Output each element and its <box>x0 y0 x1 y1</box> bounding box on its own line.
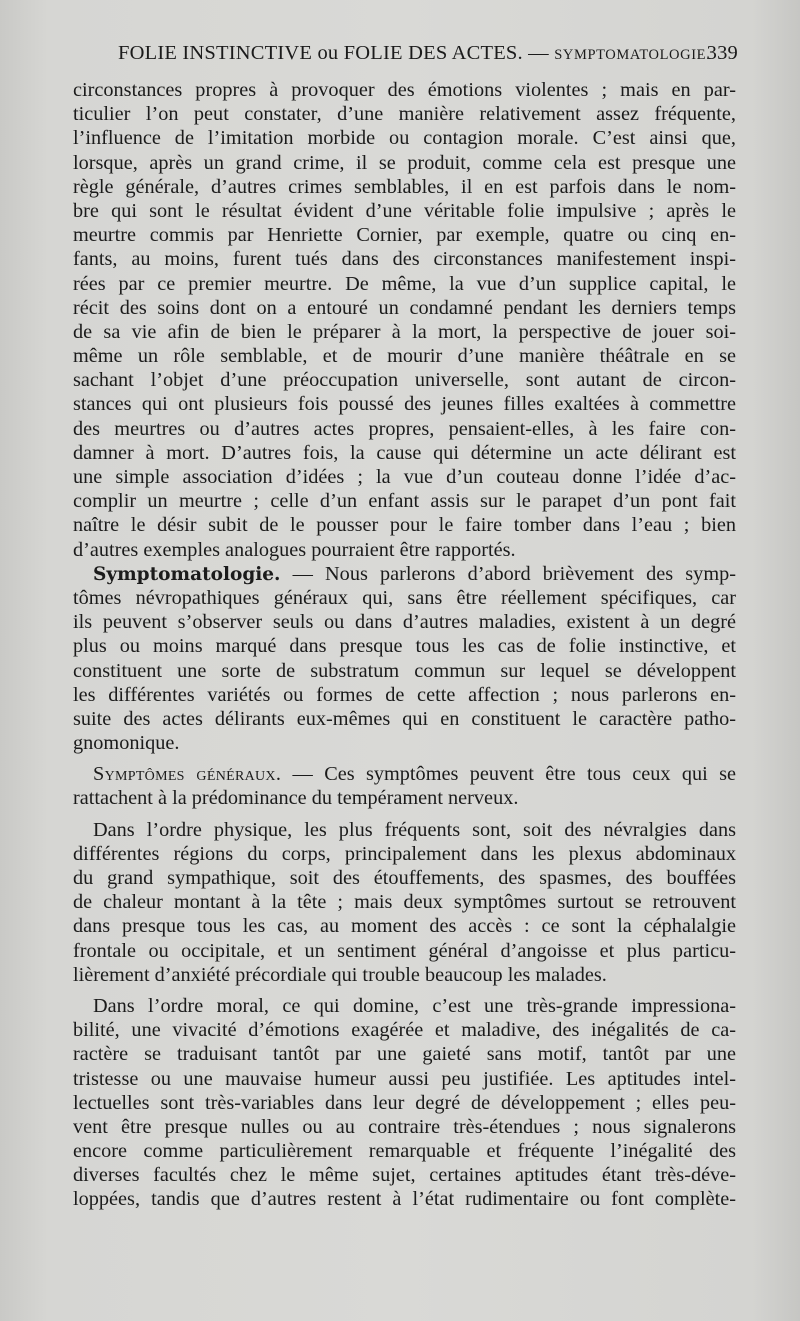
text-line <box>73 562 736 586</box>
text-line: lectuelles sont très-variables dans leur degré de développement ; elles peu- <box>73 1091 736 1114</box>
text-line: diverses facultés chez le même sujet, certaines aptitudes étant très-déve- <box>73 1164 736 1187</box>
text-line: même un rôle semblable, et de mourir d’une manière théâtrale en se <box>73 345 736 368</box>
section-heading: Symptomatologie. <box>93 563 281 585</box>
text-line: des meurtres ou d’autres actes propres, pensaient-elles, à les faire con- <box>73 417 736 440</box>
text-line: ractère se traduisant tantôt par une gaieté sans motif, tantôt par une <box>73 1043 736 1066</box>
text-line: vent être presque nulles ou au contraire très-étendues ; nous signalerons <box>73 1115 736 1138</box>
heading-continuation: — Nous parlerons d’abord brièvement des symp- <box>280 562 736 585</box>
text-line: tômes névropathiques généraux qui, sans être réellement spécifiques, car <box>73 586 736 609</box>
text-line: d’autres exemples analogues pourraient être rapportés. <box>73 538 516 561</box>
header-title: FOLIE INSTINCTIVE ou FOLIE DES ACTES. — <box>118 42 549 64</box>
text-line: les différentes variétés ou formes de cette affection ; nous parlerons en- <box>73 683 736 706</box>
text-line: loppées, tandis que d’autres restent à l’état rudimentaire ou font complète- <box>73 1188 736 1211</box>
text-line: naître le désir subit de le pousser pour le faire tomber dans l’eau ; bien <box>73 514 736 537</box>
text-line: dans presque tous les cas, au moment des accès : ce sont la céphalalgie <box>73 915 736 938</box>
text-line: rées par ce premier meurtre. De même, la vue d’un supplice capital, le <box>73 272 736 295</box>
text-line: plus ou moins marqué dans presque tous les cas de folie instinctive, et <box>73 635 736 658</box>
page-number: 339 <box>706 42 738 64</box>
text-line: récit des soins dont on a entouré un condamné pendant les derniers temps <box>73 296 736 319</box>
text-line: ils peuvent s’observer seuls ou dans d’autres maladies, existent à un degré <box>73 611 736 634</box>
body-text <box>73 78 736 1212</box>
text-line: sachant l’objet d’une préoccupation universelle, sont autant de circon- <box>73 369 736 392</box>
text-line: lorsque, après un grand crime, il se produit, comme cela est presque une <box>73 151 736 174</box>
text-line: encore comme particulièrement remarquable et fréquente l’inégalité des <box>73 1140 736 1163</box>
text-line: règle générale, d’autres crimes semblables, il en est parfois dans le nom- <box>73 175 736 198</box>
text-line: lièrement d’anxiété précordiale qui trouble beaucoup les malades. <box>73 963 607 986</box>
subheading-continuation: — Ces symptômes peuvent être tous ceux qui se <box>281 763 736 786</box>
text-line: rattachent à la prédominance du tempérament nerveux. <box>73 787 519 810</box>
paragraph-ordre-moral <box>73 994 736 1212</box>
subsection-heading: Symptômes généraux. <box>93 763 282 786</box>
running-header <box>118 42 738 68</box>
text-line: différentes régions du corps, principalement dans les plexus abdominaux <box>73 842 736 865</box>
text-line: l’influence de l’imitation morbide ou contagion morale. C’est ainsi que, <box>73 127 736 150</box>
text-line: frontale ou occipitale, et un sentiment général d’angoisse et plus particu- <box>73 939 736 962</box>
text-line: constituent une sorte de substratum commun sur lequel se développent <box>73 659 736 682</box>
text-line: damner à mort. D’autres fois, la cause qui détermine un acte délirant est <box>73 441 736 464</box>
text-line: gnomonique. <box>73 732 180 755</box>
running-title <box>118 42 710 65</box>
text-line: complir un meurtre ; celle d’un enfant assis sur le parapet d’un pont fait <box>73 490 736 513</box>
text-line: bilité, une vivacité d’émotions exagérée et maladive, des inégalités de ca- <box>73 1019 736 1042</box>
text-line: de chaleur montant à la tête ; mais deux symptômes surtout se retrouvent <box>73 891 736 914</box>
text-line: de sa vie afin de bien le préparer à la mort, la perspective de jouer soi- <box>73 320 736 343</box>
text-line: une simple association d’idées ; la vue d’un couteau donne l’idée d’ac- <box>73 466 736 488</box>
text-line: meurtre commis par Henriette Cornier, par exemple, quatre ou cinq en- <box>73 224 736 247</box>
text-line: Dans l’ordre moral, ce qui domine, c’est une très-grande impressiona- <box>93 994 736 1017</box>
header-section: SYMPTOMATOLOGIE. <box>554 47 711 63</box>
text-line: circonstances propres à provoquer des émotions violentes ; mais en par- <box>73 79 736 101</box>
paragraph-ordre-physique <box>73 818 736 987</box>
text-line <box>73 762 736 786</box>
text-line: du grand sympathique, soit des étouffements, des spasmes, des bouffées <box>73 867 736 889</box>
text-line: tristesse ou une mauvaise humeur aussi peu justifiée. Les aptitudes intel- <box>73 1067 736 1090</box>
text-line: stances qui ont plusieurs fois poussé des jeunes filles exaltées à commettre <box>73 393 736 416</box>
text-line: Dans l’ordre physique, les plus fréquents sont, soit des névralgies dans <box>93 818 736 841</box>
text-line: bre qui sont le résultat évident d’une véritable folie impulsive ; après le <box>73 199 736 222</box>
paragraph-continuation <box>73 78 736 562</box>
text-line: suite des actes délirants eux-mêmes qui en constituent le caractère patho- <box>73 707 736 730</box>
text-line: fants, au moins, furent tués dans des circonstances manifestement inspi- <box>73 248 736 271</box>
text-line: ticulier l’on peut constater, d’une manière relativement assez fréquente, <box>73 103 736 126</box>
paragraph-symptomes-generaux <box>73 762 736 810</box>
paragraph-symptomatologie <box>73 562 736 756</box>
